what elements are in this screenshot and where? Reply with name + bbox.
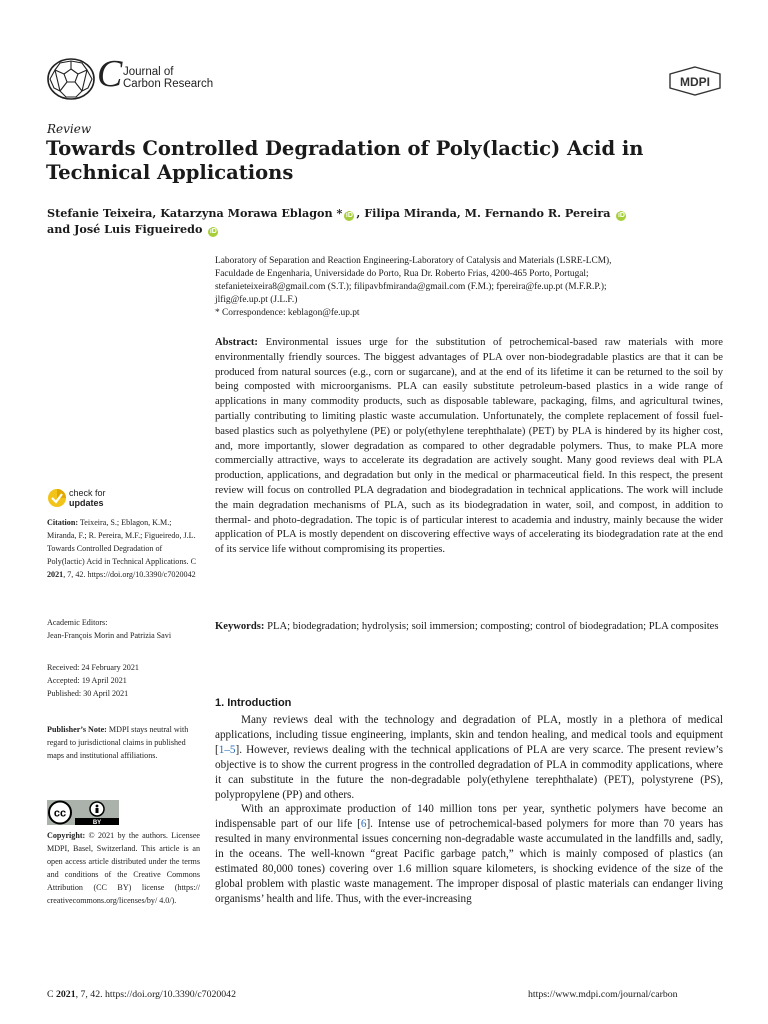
published-date: Published: 30 April 2021 — [47, 689, 129, 698]
introduction-body — [215, 713, 723, 907]
citation-link[interactable]: 1–5 — [218, 743, 236, 756]
orcid-icon[interactable]: iD — [209, 228, 217, 235]
affiliation-emails[interactable]: jlfig@fe.up.pt (J.L.F.) — [215, 295, 298, 305]
journal-initial: C — [97, 53, 123, 95]
affiliation-line: Laboratory of Separation and Reaction Engineering-Laboratory of Catalysis and Materials (LSRE-LCM), — [215, 256, 612, 266]
journal-name-line2: Carbon Research — [123, 78, 214, 90]
publication-dates — [47, 661, 200, 700]
svg-text:cc: cc — [53, 807, 67, 820]
footer-journal-url[interactable]: https://www.mdpi.com/journal/carbon — [528, 989, 678, 1000]
footer-doi[interactable]: , 7, 42. https://doi.org/10.3390/c7020042 — [75, 989, 236, 1000]
journal-name-line1: Journal of — [123, 66, 174, 78]
paragraph: Many reviews deal with the technology and degradation of PLA, mostly in a plethora of medical applications, including tissue engineering, implants, skin and tendon healing, and medical tools and equipment [1–5]. However, reviews dealing with the technical applications of PLA are very scarce. The present review’s objective is to show the current progress in the controlled degradation of PLA in commodity applications, where it can substitute in the future the non-degradable poly(ethylene terephthalate) (PET), polystyrene (PS), polypropylene (PP) and others. — [215, 714, 723, 801]
copyright-label: Copyright: — [47, 831, 86, 840]
orcid-icon[interactable]: iD — [617, 212, 625, 219]
editors-label: Academic Editors: — [47, 618, 108, 627]
journal-name — [123, 66, 213, 90]
citation-year: 2021 — [47, 570, 64, 579]
orcid-icon[interactable]: iD — [345, 212, 353, 219]
check-for-updates[interactable] — [69, 488, 106, 508]
check-for-updates-line2: updates — [69, 498, 104, 508]
check-for-updates-icon[interactable] — [47, 488, 67, 508]
editors-names: Jean-François Morin and Patrizia Savi — [47, 631, 172, 640]
mdpi-logo-icon[interactable] — [668, 66, 722, 96]
authors-part1: Stefanie Teixeira, Katarzyna Morawa Eblagon * — [47, 206, 343, 220]
abstract-label: Abstract: — [215, 337, 258, 348]
footer-citation — [47, 989, 236, 1000]
publisher-note — [47, 723, 200, 762]
section-heading: 1. Introduction — [215, 697, 292, 709]
footer-journal: C — [47, 989, 54, 1000]
fullerene-logo-icon — [46, 58, 96, 100]
affiliation-line: Faculdade de Engenharia, Universidade do Porto, Rua Dr. Roberto Frias, 4200-465 Porto, Portugal; — [215, 269, 589, 279]
received-date: Received: 24 February 2021 — [47, 663, 139, 672]
keywords — [215, 620, 723, 635]
article-type: Review — [47, 122, 92, 136]
authors-part3: and José Luis Figueiredo — [47, 222, 203, 236]
publisher-note-label: Publisher’s Note: — [47, 725, 107, 734]
abstract-text: Environmental issues urge for the substitution of petrochemical-based raw materials with more environmentally friendly sources. The biggest advantages of PLA over non-biodegradable plastics are that it can be produced from natural sources (e.g., corn or sugarcane), and at the end of its lifetime it can be returned to the soil by being composted with microorganisms. PLA can easily substitute petroleum-based plastics in a wide range of applications in many commodity products, such as disposable tableware, packaging, films, and agricultural twines, partially contributing to limiting plastic waste accumulation. Unfortunately, the complete replacement of fossil fuel-based plastics such as polyethylene (PE) or poly(ethylene terephthalate) (PET) by PLA is hindered by its higher cost, and, more importantly, slower degradation as compared to other degradable polymers. Thus, to make PLA more commercially attractive, ways to accelerate its degradation are actively sought. Many good reviews deal with PLA production, applications, and degradation but only in the medical or pharmaceutical field. In this respect, the present review will focus on controlled PLA degradation and biodegradation in technical applications. The work will include the main degradation mechanisms of PLA, such as its biodegradation in water, soil, and compost, in addition to thermal- and photo-degradation. The topic is of particular interest to academia and industry, mainly because the wider application of PLA is mostly dependent on discovering effective ways of accelerating its biodegradation rate at the end of its service life without compromising its properties. — [215, 337, 723, 556]
affiliation-block — [215, 255, 735, 320]
paragraph: With an approximate production of 140 million tons per year, synthetic polymers have become an indispensable part of our life [6]. Intense use of petrochemical-based polymers for more than 70 years has resulted in many environmental issues concerning non-degradable waste accumulated in the landfills and, sadly, in the oceans. The well-known “great Pacific garbage patch,” which is mainly composed of plastics (an estimated 80,000 tones) covering over 1.6 million square kilometers, is shocking evidence of the size of the global problem with plastic waste management. The improper disposal of plastic materials can endanger living organisms’ health and life. Thus, with the ever-increasing — [215, 803, 723, 905]
authors-part2: , Filipa Miranda, M. Fernando R. Pereira — [356, 206, 611, 220]
abstract — [215, 336, 723, 558]
academic-editors — [47, 616, 200, 642]
article-title: Towards Controlled Degradation of Poly(lactic) Acid in Technical Applications — [46, 137, 644, 184]
publisher-name: MDPI — [680, 75, 710, 89]
publisher-note-text: MDPI stays neutral with regard to jurisdictional claims in published maps and institutional affiliations. — [47, 725, 189, 760]
keywords-text: PLA; biodegradation; hydrolysis; soil immersion; composting; control of biodegradation; PLA composites — [267, 621, 719, 632]
citation-block — [47, 516, 200, 581]
cc-by-label: BY — [92, 820, 102, 825]
copyright-block — [47, 829, 200, 907]
keywords-label: Keywords: — [215, 621, 265, 632]
correspondence: * Correspondence: keblagon@fe.up.pt — [215, 308, 360, 318]
accepted-date: Accepted: 19 April 2021 — [47, 676, 127, 685]
citation-text: Teixeira, S.; Eblagon, K.M.; Miranda, F.; R. Pereira, M.F.; Figueiredo, J.L. Towards Controlled Degradation of Poly(lactic) Acid in Technical Applications. C — [47, 518, 196, 566]
citation-doi[interactable]: , 7, 42. https://doi.org/10.3390/c7020042 — [63, 570, 196, 579]
copyright-text: © 2021 by the authors. Licensee MDPI, Basel, Switzerland. This article is an open access article distributed under the terms and conditions of the Creative Commons Attribution (CC BY) license (https:// creativecommons.org/licenses/by/ 4.0/). — [47, 831, 200, 905]
citation-link[interactable]: 6 — [360, 818, 367, 831]
footer-year: 2021 — [56, 989, 76, 1000]
cc-by-license-icon[interactable] — [47, 800, 119, 825]
citation-label: Citation: — [47, 518, 79, 527]
affiliation-emails[interactable]: stefanieteixeira8@gmail.com (S.T.); filipavbfmiranda@gmail.com (F.M.); fpereira@fe.up.pt (M.F.R.P.); — [215, 282, 607, 292]
author-list — [47, 205, 727, 237]
check-for-updates-line1: check for — [69, 488, 106, 498]
